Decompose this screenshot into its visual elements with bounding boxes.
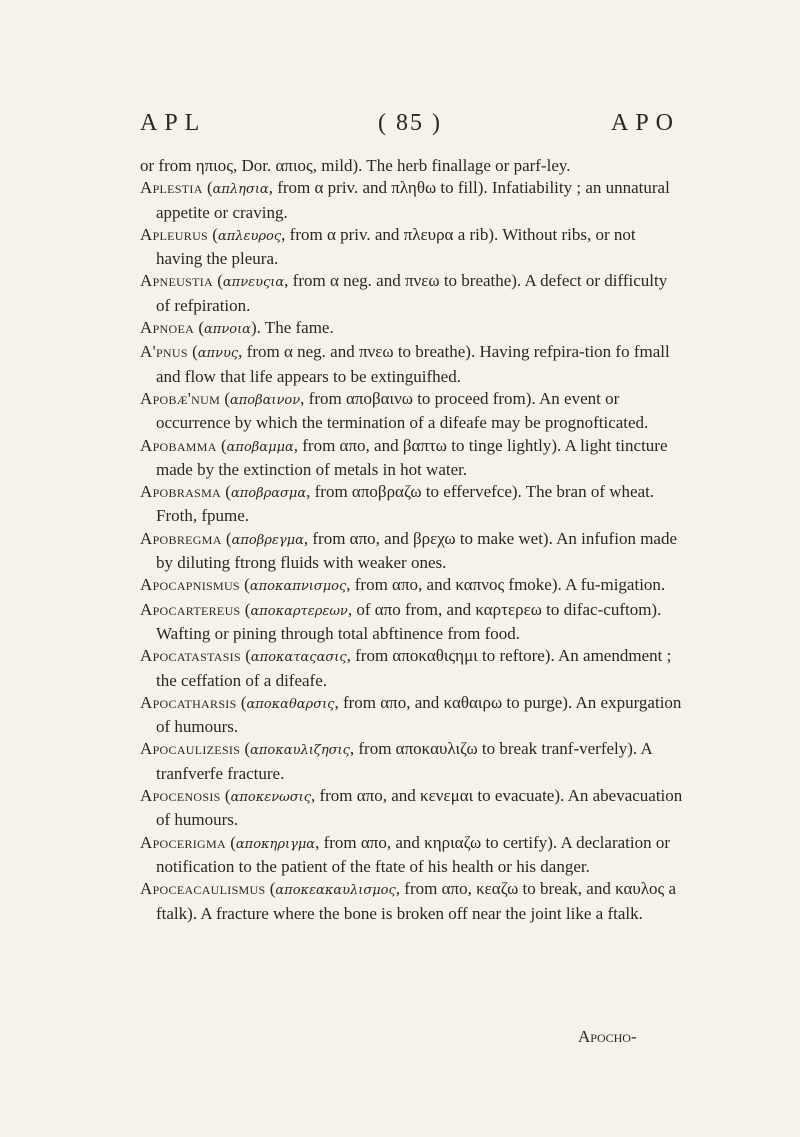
entry-greek: αποβαινον xyxy=(229,392,301,408)
entry-apobamma: Apobamma (αποβαμμα, from απο, and βαπτω to tinge lightly). A light tincture made by the extinction of metals in hot water. xyxy=(140,435,668,479)
entry-text: , from αποβραζω to effervefce). The bran of wheat. Froth, fpume. xyxy=(156,482,655,526)
entry-text: , from απο, and βρεχω to make wet). An infufion made by diluting ftrong fluids with weaker ones. xyxy=(156,528,678,573)
entry-text: , from απο, and κηριαζω to certify). A declaration or notification to the patient of the ftate of his health or his danger. xyxy=(156,832,671,876)
entry-text: , of απο from, and καρτερεω to difac-cuftom). Wafting or pining through total abftinence from food. xyxy=(156,599,662,643)
entry-apleurus: Apleurus (απλευρος, from α priv. and πλευρα a rib). Without ribs, or not having the pleura. xyxy=(140,224,636,269)
entry-text: , from αποκαθιςημι to reftore). An amendment ; the ceffation of a difeafe. xyxy=(156,646,672,690)
entry-apnus: A'pnus (απνυς, from α neg. and πνεω to breathe). Having refpira-tion fo fmall and flow that life appears to be extinguifhed. xyxy=(140,342,670,386)
entry-greek: απλησια xyxy=(212,182,269,198)
header-left-guideword: APL xyxy=(140,110,207,136)
page-header xyxy=(140,110,680,142)
entry-text: , from απο, and καπνος fmoke). A fu-migation. xyxy=(346,575,666,595)
entry-apnoea: Apnoea (απνοια). The fame. xyxy=(140,318,334,338)
entry-apocatharsis: Apocatharsis (αποκαθαρσις, from απο, and καθαιρω to purge). An expurgation of humours. xyxy=(140,692,682,737)
entry-greek: αποκαπνισμος xyxy=(249,579,347,595)
entry-greek: απνευςια xyxy=(222,275,285,291)
entry-headword: Apocenosis xyxy=(140,786,221,806)
entry-text: , from αποκαυλιζω to break tranf-verfely). A tranfverfe fracture. xyxy=(156,739,652,783)
entry-apneustia: Apneustia (απνευςια, from α neg. and πνεω to breathe). A defect or difficulty of refpiration. xyxy=(140,271,668,315)
entry-greek: αποκενωσις xyxy=(230,790,311,806)
entry-apocartereus: Apocartereus (αποκαρτερεων, of απο from, and καρτερεω to difac-cuftom). Wafting or pining through total abftinence from food. xyxy=(140,599,662,643)
entry-text: , from απο, and καθαιρω to purge). An expurgation of humours. xyxy=(156,692,682,737)
entry-text: , from α priv. and πλευρα a rib). Without ribs, or not having the pleura. xyxy=(156,224,636,269)
entry-text: , from απο, and κενεμαι to evacuate). An abevacuation of humours. xyxy=(156,786,683,830)
entry-apocerigma: Apocerigma (αποκηριγμα, from απο, and κηριαζω to certify). A declaration or notification to the patient of the ftate of his health or his danger. xyxy=(140,832,671,876)
entry-text: , from απο, and βαπτω to tinge lightly). A light tincture made by the extinction of metals in hot water. xyxy=(156,435,668,479)
entry-apocaulizesis: Apocaulizesis (αποκαυλιζησις, from αποκαυλιζω to break tranf-verfely). A tranfverfe fracture. xyxy=(140,739,652,783)
catchword: Apocho- xyxy=(578,1027,637,1046)
entry-headword: Apocatastasis xyxy=(140,646,241,666)
entry-greek: αποβρεγμα xyxy=(231,532,304,548)
dictionary-entries xyxy=(140,155,685,925)
entry-text: , from α neg. and πνεω to breathe). Having refpira-tion fo fmall and flow that life appears to be extinguifhed. xyxy=(156,342,670,386)
entry-text: , from α neg. and πνεω to breathe). A defect or difficulty of refpiration. xyxy=(156,271,668,315)
entry-headword: Apoceacaulismus xyxy=(140,879,266,899)
entry-headword: Apocartereus xyxy=(140,599,241,619)
page-number: ( 85 ) xyxy=(378,110,442,136)
entry-apobregma: Apobregma (αποβρεγμα, from απο, and βρεχω to make wet). An infufion made by diluting ftrong fluids with weaker ones. xyxy=(140,528,678,573)
entry-text: , from α priv. and πληθω to fill). Infatiability ; an unnatural appetite or craving. xyxy=(156,178,670,222)
entry-headword: Apocatharsis xyxy=(140,692,237,712)
entry-text: , from απο, κεαζω to break, and καυλος a ftalk). A fracture where the bone is broken off near the joint like a ftalk. xyxy=(156,879,677,923)
entry-headword: Apobrasma xyxy=(140,482,222,502)
entry-headword: Apleurus xyxy=(140,224,209,244)
entry-text: ). The fame. xyxy=(250,318,334,338)
entry-text: or from ηπιος, Dor. απιος, mild). The herb finallage or parf-ley. xyxy=(140,156,571,175)
entry-aplestia: Aplestia (απλησια, from α priv. and πληθω to fill). Infatiability ; an unnatural appetite or craving. xyxy=(140,178,670,222)
entry-greek: αποκαταςασις xyxy=(250,650,347,666)
entry-headword: Apobregma xyxy=(140,528,222,548)
entry-text: , from αποβαινω to proceed from). An event or occurrence by which the termination of a difeafe may be prognofticated. xyxy=(156,388,649,433)
entry-greek: αποκεακαυλισμος xyxy=(275,883,396,899)
entry-apobrasma: Apobrasma (αποβρασμα, from αποβραζω to effervefce). The bran of wheat. Froth, fpume. xyxy=(140,482,655,526)
entry-greek: απλευρος xyxy=(217,228,282,244)
entry-headword: Apobamma xyxy=(140,435,217,455)
entry-greek: απνυς xyxy=(197,346,239,362)
entry-greek: αποκαθαρσις xyxy=(246,696,335,712)
entry-headword: Apocaulizesis xyxy=(140,739,241,759)
entry-greek: απνοια xyxy=(204,322,251,338)
entry-greek: αποβαμμα xyxy=(226,439,294,455)
entry-apocenosis: Apocenosis (αποκενωσις, from απο, and κενεμαι to evacuate). An abevacuation of humours. xyxy=(140,786,683,830)
entry-headword: Apobæ'num xyxy=(140,388,221,408)
entry-greek: αποβρασμα xyxy=(230,486,307,502)
entry-headword: Apocerigma xyxy=(140,832,226,852)
entry-apocapnismus: Apocapnismus (αποκαπνισμος, from απο, and καπνος fmoke). A fu-migation. xyxy=(140,575,666,595)
entry-headword: Apocapnismus xyxy=(140,575,240,595)
entry-greek: αποκαρτερεων xyxy=(250,603,348,619)
entry-continuation xyxy=(140,155,685,177)
entry-headword: Apneustia xyxy=(140,271,213,291)
entry-greek: αποκαυλιζησις xyxy=(250,743,350,759)
entry-headword: Aplestia xyxy=(140,178,203,198)
entry-headword: Apnoea xyxy=(140,318,195,338)
entry-apobaenum: Apobæ'num (αποβαινον, from αποβαινω to proceed from). An event or occurrence by which the termination of a difeafe may be prognofticated. xyxy=(140,388,649,433)
header-right-guideword: APO xyxy=(610,110,680,136)
entry-apoceacaulismus: Apoceacaulismus (αποκεακαυλισμος, from απο, κεαζω to break, and καυλος a ftalk). A fracture where the bone is broken off near the joint like a ftalk. xyxy=(140,879,677,923)
entry-greek: αποκηριγμα xyxy=(235,836,316,852)
entry-headword: A'pnus xyxy=(140,342,188,362)
entry-apocatastasis: Apocatastasis (αποκαταςασις, from αποκαθιςημι to reftore). An amendment ; the ceffation of a difeafe. xyxy=(140,646,672,690)
